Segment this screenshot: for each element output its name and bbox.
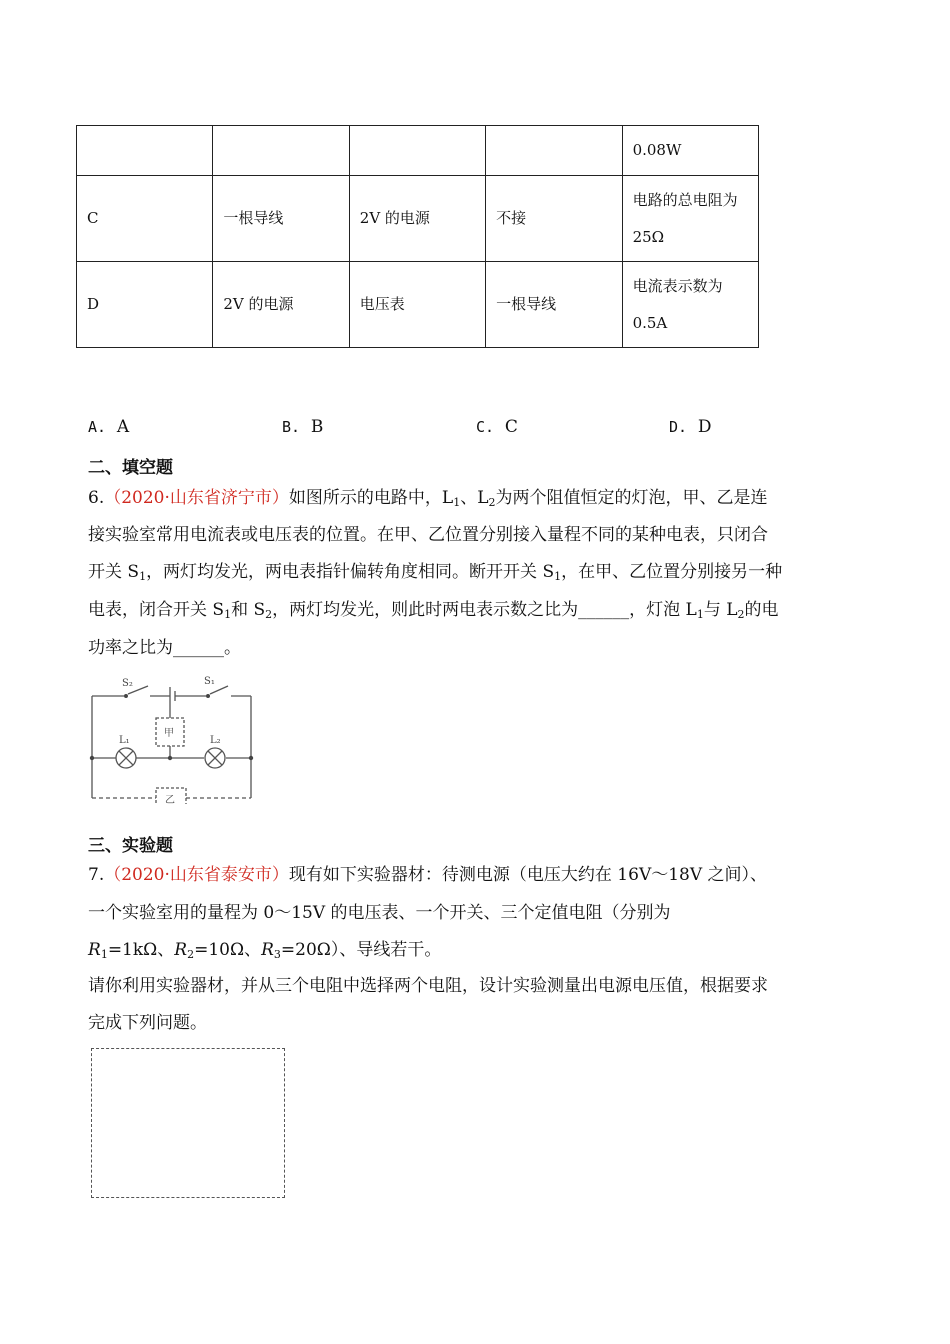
table-cell: 一根导线 — [486, 262, 622, 348]
option-c[interactable] — [476, 417, 518, 437]
text: R — [88, 940, 101, 960]
jia-label: 甲 — [164, 728, 174, 739]
table-cell — [486, 126, 622, 176]
q7-line-1 — [88, 857, 767, 894]
text: 电表，闭合开关 S — [88, 600, 225, 620]
table-row — [77, 126, 759, 176]
cell-line: 电流表示数为 — [632, 276, 723, 295]
table-row — [77, 262, 759, 348]
question-source: （2020·山东省泰安市） — [104, 865, 289, 885]
text: 开关 S — [88, 562, 140, 582]
text: 、L — [460, 488, 489, 508]
subscript: 1 — [100, 948, 108, 961]
table-cell — [213, 126, 349, 176]
s1-label: S₁ — [204, 676, 215, 687]
text: R — [174, 940, 188, 960]
table-cell: D — [77, 262, 213, 348]
q7-line-3 — [88, 932, 441, 969]
text: 的电 — [744, 600, 779, 620]
table-cell — [622, 176, 758, 262]
option-key: A. — [88, 418, 107, 436]
table-cell: 不接 — [486, 176, 622, 262]
subscript: 1 — [453, 496, 461, 509]
text: ，在甲、乙位置分别接另一种 — [561, 562, 783, 582]
subscript: 2 — [488, 496, 496, 509]
text: ，两灯均发光，两电表指针偏转角度相同。断开开关 S — [146, 562, 555, 582]
table-cell: C — [77, 176, 213, 262]
option-d[interactable] — [669, 417, 712, 437]
yi-label: 乙 — [165, 795, 175, 804]
cell-line: 0.5A — [632, 313, 668, 332]
option-value: C — [504, 417, 518, 437]
options-table — [76, 125, 759, 348]
s2-label: S₂ — [122, 678, 133, 689]
q6-line-5: 功率之比为______。 — [88, 638, 241, 658]
table-cell — [349, 126, 485, 176]
table-cell: 电压表 — [349, 262, 485, 348]
table-cell: 一根导线 — [213, 176, 349, 262]
q6-line-1 — [88, 480, 768, 517]
subscript: 1 — [139, 570, 147, 583]
subscript: 2 — [187, 948, 195, 961]
text: =1kΩ、 — [107, 940, 175, 960]
text: 与 L — [703, 600, 738, 620]
subscript: 1 — [696, 608, 704, 621]
circuit-diagram — [86, 672, 266, 804]
option-a[interactable] — [88, 417, 129, 437]
subscript: 1 — [224, 608, 232, 621]
section-heading: 三、实验题 — [88, 836, 173, 856]
question-number: 6. — [88, 488, 105, 508]
text: 现有如下实验器材：待测电源（电压大约在 16V～18V 之间）、 — [288, 865, 768, 885]
q7-line-5: 完成下列问题。 — [88, 1013, 207, 1033]
subscript: 2 — [265, 608, 273, 621]
q6-line-4 — [88, 592, 779, 629]
table-cell — [77, 126, 213, 176]
text: ，两灯均发光，则此时两电表示数之比为______，灯泡 L — [272, 600, 697, 620]
option-key: D. — [669, 418, 688, 436]
l2-label: L₂ — [210, 735, 221, 746]
q7-line-2: 一个实验室用的量程为 0～15V 的电压表、一个开关、三个定值电阻（分别为 — [88, 903, 671, 923]
option-key: C. — [476, 418, 495, 436]
option-key: B. — [282, 418, 301, 436]
text: =10Ω、 — [194, 940, 262, 960]
text: 为两个阻值恒定的灯泡，甲、乙是连 — [495, 488, 768, 508]
option-b[interactable] — [282, 417, 323, 437]
table-cell — [622, 262, 758, 348]
table-cell: 2V 的电源 — [349, 176, 485, 262]
text: 如图所示的电路中，L — [288, 488, 454, 508]
question-source: （2020·山东省济宁市） — [104, 488, 289, 508]
cell-line: 电路的总电阻为 — [632, 190, 738, 209]
cell-line: 25Ω — [632, 227, 665, 246]
subscript: 1 — [554, 570, 562, 583]
text: R — [261, 940, 274, 960]
l1-label: L₁ — [119, 735, 130, 746]
q6-line-2: 接实验室常用电流表或电压表的位置。在甲、乙位置分别接入量程不同的某种电表，只闭合 — [88, 525, 768, 545]
answer-box[interactable] — [91, 1048, 285, 1198]
question-number: 7. — [88, 865, 105, 885]
option-value: D — [697, 417, 712, 437]
subscript: 2 — [737, 608, 745, 621]
text: 和 S — [231, 600, 266, 620]
table-cell: 2V 的电源 — [213, 262, 349, 348]
option-value: A — [116, 417, 130, 437]
table-row — [77, 176, 759, 262]
option-value: B — [310, 417, 324, 437]
q7-line-4: 请你利用实验器材，并从三个电阻中选择两个电阻，设计实验测量出电源电压值，根据要求 — [88, 976, 768, 996]
table-cell: 0.08W — [622, 126, 758, 176]
section-heading: 二、填空题 — [88, 458, 173, 478]
q6-line-3 — [88, 554, 782, 591]
subscript: 3 — [273, 948, 281, 961]
text: =20Ω）、导线若干。 — [280, 940, 442, 960]
